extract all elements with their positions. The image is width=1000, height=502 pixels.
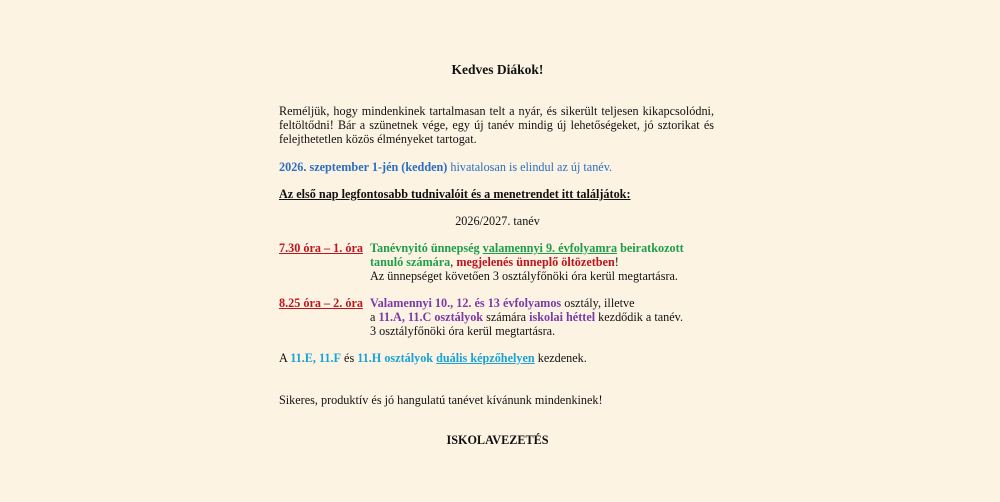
and-text: és	[340, 351, 358, 365]
intro-paragraph: Reméljük, hogy mindenkinek tartalmasan telt a nyár, és sikerült teljesen kikapcsolódni, feltöltődni! Bár a szünetnek vége, egy új tanév mindig új lehetőségeket, jó sztorikat és felejthetetlen közös élményeket tartogat.	[279, 104, 714, 146]
dress-code-text: megjelenés ünneplő öltözetben	[456, 255, 615, 269]
letter-title: Kedves Diákok!	[451, 62, 544, 77]
schedule-heading: Az első nap legfontosabb tudnivalóit és a menetrendet itt találjátok:	[279, 187, 631, 201]
classes-11h: 11.H osztályok	[357, 351, 434, 365]
start-date: 2026. szeptember 1-jén (kedden)	[279, 160, 448, 174]
year-start-text: kezdődik a tanév.	[595, 310, 683, 324]
comma: ,	[450, 255, 457, 269]
enrolled-text: beiratkozott tanuló számára	[370, 241, 684, 269]
dual-training-line	[279, 351, 587, 365]
schedule-item-2	[370, 296, 715, 338]
classes-11ef: 11.E, 11.F	[290, 351, 341, 365]
school-week-text: iskolai héttel	[529, 310, 596, 324]
schedule-item-1-note: Az ünnepséget követően 3 osztályfőnöki óra kerül megtartásra.	[370, 269, 678, 283]
classes-11ac: 11.A, 11.C osztályok	[378, 310, 484, 324]
closing-line: Sikeres, produktív és jó hangulatú tanévet kívánunk mindenkinek!	[279, 393, 603, 407]
schedule-item-2-note: 3 osztályfőnöki óra kerül megtartásra.	[370, 324, 556, 338]
start-text: kezdenek.	[534, 351, 587, 365]
for-text: számára	[483, 310, 530, 324]
dual-training-link[interactable]: duális képzőhelyen	[436, 351, 535, 365]
schedule-time-1: 7.30 óra – 1. óra	[279, 241, 363, 255]
class-text: osztály, illetve	[561, 296, 635, 310]
ceremony-text: Tanévnyitó ünnepség	[370, 241, 483, 255]
schedule-item-1	[370, 241, 715, 283]
a-text: a	[370, 310, 379, 324]
start-date-announcement	[279, 160, 612, 174]
schedule-time-2: 8.25 óra – 2. óra	[279, 296, 363, 310]
dual-a: A	[279, 351, 291, 365]
signature: ISKOLAVEZETÉS	[446, 433, 549, 447]
exclamation: !	[614, 255, 619, 269]
school-year: 2026/2027. tanév	[455, 214, 540, 228]
grade-9-text: valamennyi 9. évfolyamra	[482, 241, 618, 255]
grades-text: Valamennyi 10., 12. és 13 évfolyamos	[370, 296, 562, 310]
start-date-text: hivatalosan is elindul az új tanév.	[447, 160, 613, 174]
